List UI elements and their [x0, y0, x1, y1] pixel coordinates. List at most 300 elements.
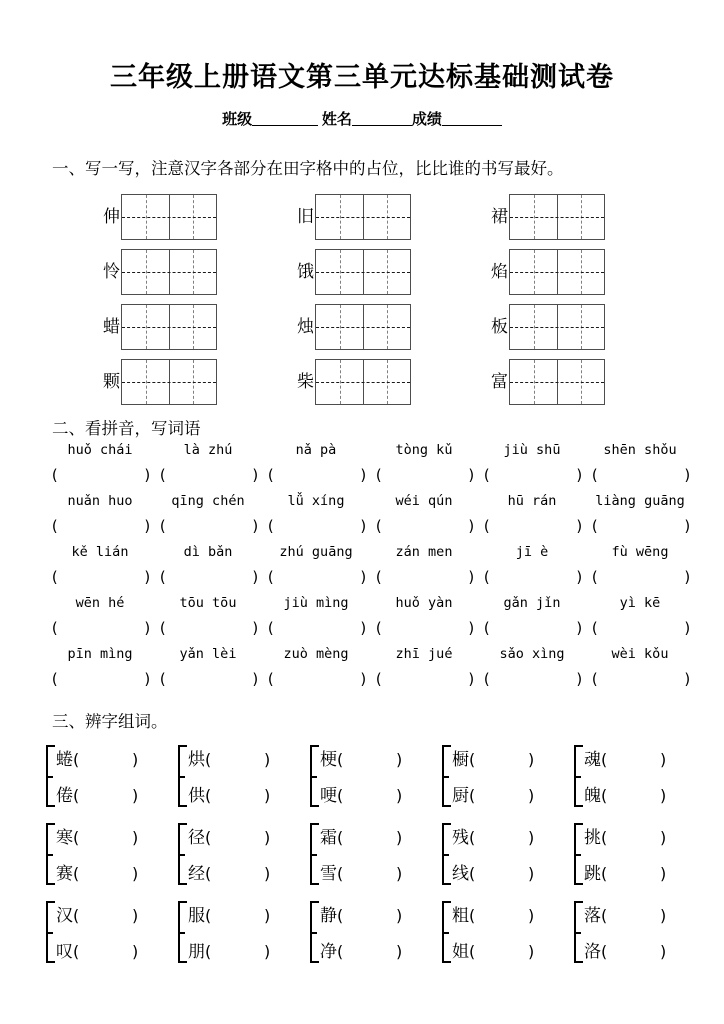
left-paren: ( [158, 568, 168, 586]
pair-bracket [442, 745, 451, 807]
name-blank[interactable] [352, 110, 412, 126]
right-paren: ) [660, 750, 667, 769]
tianzige-horizontal-guide [122, 217, 216, 218]
tianzige-box[interactable] [121, 249, 217, 295]
pinyin-label: wēn hé [75, 595, 125, 611]
pinyin-label: zhī jué [395, 646, 453, 662]
discrimination-pair-group [44, 898, 176, 970]
pinyin-label: tòng kǔ [395, 442, 453, 458]
right-paren: ) [250, 670, 260, 688]
tianzige-horizontal-guide [122, 382, 216, 383]
discrimination-character: 粗 [452, 906, 469, 925]
discrimination-row-inner [44, 820, 704, 892]
section3-discrimination-area [0, 742, 724, 976]
left-paren: ( [590, 568, 600, 586]
discrimination-item[interactable] [188, 742, 308, 778]
right-paren: ) [528, 786, 535, 805]
discrimination-pair-group [572, 820, 704, 892]
name-label: 姓名 [321, 112, 352, 128]
right-paren: ) [660, 864, 667, 883]
student-info-line [0, 108, 724, 129]
pinyin-label: wèi kǒu [611, 646, 669, 662]
left-paren: ( [50, 517, 60, 535]
left-paren: ( [337, 906, 344, 925]
left-paren: ( [205, 786, 212, 805]
left-paren: ( [482, 466, 492, 484]
tianzige-box[interactable] [509, 359, 605, 405]
class-label: 班级 [222, 112, 253, 128]
pair-bracket [310, 823, 319, 885]
right-paren: ) [264, 828, 271, 847]
pinyin-label: liàng guāng [595, 493, 685, 509]
left-paren: ( [590, 619, 600, 637]
grid-item [290, 248, 411, 295]
tianzige-box[interactable] [121, 194, 217, 240]
discrimination-item[interactable] [56, 820, 176, 856]
right-paren: ) [132, 786, 139, 805]
pinyin-row [0, 544, 724, 595]
pinyin-label: dì bǎn [183, 544, 233, 560]
right-paren: ) [396, 786, 403, 805]
tianzige-horizontal-guide [122, 327, 216, 328]
discrimination-item[interactable] [452, 742, 572, 778]
left-paren: ( [158, 466, 168, 484]
discrimination-character: 梗 [320, 750, 337, 769]
pinyin-label: zuò mèng [283, 646, 349, 662]
grid-character-label: 焰 [491, 262, 508, 281]
left-paren: ( [205, 864, 212, 883]
right-paren: ) [660, 828, 667, 847]
grid-row [0, 358, 724, 405]
tianzige-box[interactable] [121, 359, 217, 405]
discrimination-pair-group [44, 742, 176, 814]
left-paren: ( [337, 942, 344, 961]
pinyin-label-row [46, 493, 694, 509]
discrimination-item[interactable] [320, 934, 440, 970]
tianzige-horizontal-guide [316, 217, 410, 218]
grid-item [96, 193, 217, 240]
pinyin-label: zán men [395, 544, 453, 560]
right-paren: ) [250, 568, 260, 586]
pair-bracket [574, 823, 583, 885]
pinyin-label: shēn shǒu [603, 442, 677, 458]
right-paren: ) [396, 864, 403, 883]
discrimination-character: 雪 [320, 864, 337, 883]
right-paren: ) [574, 670, 584, 688]
right-paren: ) [528, 906, 535, 925]
pinyin-label: sǎo xìng [499, 646, 565, 662]
right-paren: ) [142, 670, 152, 688]
pair-bracket [46, 745, 55, 807]
left-paren: ( [73, 786, 80, 805]
right-paren: ) [660, 906, 667, 925]
section1-grid-area [0, 193, 724, 408]
discrimination-character: 倦 [56, 786, 73, 805]
grid-item [484, 303, 605, 350]
grid-row [0, 193, 724, 240]
right-paren: ) [466, 619, 476, 637]
discrimination-row-inner [44, 742, 704, 814]
section3-heading: 三、辨字组词。 [52, 712, 168, 731]
right-paren: ) [250, 517, 260, 535]
discrimination-pair-group [440, 742, 572, 814]
pair-bracket [178, 823, 187, 885]
right-paren: ) [142, 517, 152, 535]
left-paren: ( [266, 619, 276, 637]
discrimination-item[interactable] [584, 934, 704, 970]
tianzige-horizontal-guide [316, 272, 410, 273]
pair-bracket [46, 901, 55, 963]
right-paren: ) [132, 906, 139, 925]
right-paren: ) [574, 517, 584, 535]
grid-character-label: 板 [491, 317, 508, 336]
discrimination-character: 朋 [188, 942, 205, 961]
discrimination-character: 经 [188, 864, 205, 883]
discrimination-item[interactable] [320, 742, 440, 778]
left-paren: ( [590, 517, 600, 535]
left-paren: ( [337, 750, 344, 769]
left-paren: ( [266, 517, 276, 535]
left-paren: ( [601, 942, 608, 961]
pinyin-label: tōu tōu [179, 595, 237, 611]
pair-bracket [442, 823, 451, 885]
discrimination-item[interactable] [584, 856, 704, 892]
tianzige-box[interactable] [315, 359, 411, 405]
left-paren: ( [601, 906, 608, 925]
tianzige-box[interactable] [315, 304, 411, 350]
grid-item [290, 303, 411, 350]
section2-pinyin-area [0, 442, 724, 697]
right-paren: ) [682, 568, 692, 586]
discrimination-character: 挑 [584, 828, 601, 847]
discrimination-row [0, 820, 724, 898]
left-paren: ( [374, 619, 384, 637]
right-paren: ) [264, 906, 271, 925]
left-paren: ( [374, 466, 384, 484]
discrimination-item[interactable] [452, 856, 572, 892]
section1-heading: 一、写一写，注意汉字各部分在田字格中的占位，比比谁的书写最好。 [52, 159, 564, 178]
pair-bracket [574, 745, 583, 807]
left-paren: ( [337, 864, 344, 883]
right-paren: ) [466, 517, 476, 535]
score-blank[interactable] [442, 110, 502, 126]
discrimination-item[interactable] [188, 820, 308, 856]
discrimination-item[interactable] [56, 778, 176, 814]
pinyin-label: là zhú [183, 442, 233, 458]
tianzige-box[interactable] [509, 249, 605, 295]
discrimination-item[interactable] [452, 820, 572, 856]
left-paren: ( [205, 750, 212, 769]
discrimination-item[interactable] [320, 778, 440, 814]
pair-bracket [442, 901, 451, 963]
left-paren: ( [337, 828, 344, 847]
right-paren: ) [250, 619, 260, 637]
left-paren: ( [73, 906, 80, 925]
left-paren: ( [374, 670, 384, 688]
discrimination-pair-group [176, 898, 308, 970]
discrimination-item[interactable] [320, 820, 440, 856]
grid-character-label: 裙 [491, 207, 508, 226]
pinyin-label: jī è [515, 544, 549, 560]
left-paren: ( [601, 828, 608, 847]
left-paren: ( [469, 828, 476, 847]
right-paren: ) [142, 466, 152, 484]
discrimination-pair-group [440, 898, 572, 970]
left-paren: ( [50, 568, 60, 586]
right-paren: ) [466, 466, 476, 484]
pinyin-label: nǎ pà [295, 442, 337, 458]
right-paren: ) [358, 568, 368, 586]
score-label: 成绩 [411, 112, 442, 128]
discrimination-character: 供 [188, 786, 205, 805]
discrimination-item[interactable] [188, 778, 308, 814]
pinyin-label-row [46, 544, 694, 560]
discrimination-character: 魄 [584, 786, 601, 805]
left-paren: ( [50, 619, 60, 637]
left-paren: ( [73, 828, 80, 847]
discrimination-character: 洛 [584, 942, 601, 961]
discrimination-character: 残 [452, 828, 469, 847]
right-paren: ) [682, 670, 692, 688]
discrimination-character: 服 [188, 906, 205, 925]
left-paren: ( [337, 786, 344, 805]
left-paren: ( [73, 942, 80, 961]
right-paren: ) [528, 942, 535, 961]
right-paren: ) [250, 466, 260, 484]
right-paren: ) [396, 828, 403, 847]
tianzige-horizontal-guide [122, 272, 216, 273]
right-paren: ) [264, 786, 271, 805]
discrimination-character: 厨 [452, 786, 469, 805]
tianzige-box[interactable] [315, 249, 411, 295]
left-paren: ( [601, 786, 608, 805]
tianzige-box[interactable] [121, 304, 217, 350]
left-paren: ( [266, 670, 276, 688]
discrimination-item[interactable] [56, 856, 176, 892]
discrimination-character: 蜷 [56, 750, 73, 769]
left-paren: ( [469, 942, 476, 961]
right-paren: ) [528, 750, 535, 769]
left-paren: ( [50, 466, 60, 484]
discrimination-item[interactable] [584, 820, 704, 856]
left-paren: ( [601, 750, 608, 769]
tianzige-horizontal-guide [510, 217, 604, 218]
page-title: 三年级上册语文第三单元达标基础测试卷 [110, 62, 614, 92]
discrimination-item[interactable] [452, 898, 572, 934]
grid-item [484, 358, 605, 405]
class-blank[interactable] [252, 110, 318, 126]
left-paren: ( [482, 670, 492, 688]
pinyin-label: yǎn lèi [179, 646, 237, 662]
pinyin-label: jiù mìng [283, 595, 349, 611]
tianzige-box[interactable] [509, 304, 605, 350]
left-paren: ( [590, 670, 600, 688]
pinyin-label: nuǎn huo [67, 493, 133, 509]
tianzige-horizontal-guide [510, 382, 604, 383]
discrimination-item[interactable] [188, 856, 308, 892]
left-paren: ( [158, 670, 168, 688]
left-paren: ( [469, 906, 476, 925]
pinyin-label: zhú guāng [279, 544, 353, 560]
left-paren: ( [590, 466, 600, 484]
discrimination-character: 径 [188, 828, 205, 847]
discrimination-pair-group [572, 898, 704, 970]
right-paren: ) [396, 906, 403, 925]
left-paren: ( [482, 568, 492, 586]
left-paren: ( [601, 864, 608, 883]
left-paren: ( [266, 466, 276, 484]
pinyin-label-row [46, 646, 694, 662]
pinyin-label: pīn mìng [67, 646, 133, 662]
grid-item [96, 248, 217, 295]
grid-item [484, 193, 605, 240]
discrimination-pair-group [308, 742, 440, 814]
discrimination-item[interactable] [320, 856, 440, 892]
discrimination-pair-group [176, 820, 308, 892]
right-paren: ) [132, 864, 139, 883]
discrimination-character: 线 [452, 864, 469, 883]
pinyin-label: gǎn jǐn [503, 595, 561, 611]
discrimination-character: 霜 [320, 828, 337, 847]
grid-row [0, 303, 724, 350]
pinyin-label: wéi qún [395, 493, 453, 509]
pinyin-row [0, 595, 724, 646]
discrimination-character: 跳 [584, 864, 601, 883]
left-paren: ( [205, 828, 212, 847]
right-paren: ) [574, 619, 584, 637]
grid-item [96, 303, 217, 350]
grid-item [290, 193, 411, 240]
discrimination-pair-group [308, 898, 440, 970]
discrimination-character: 烘 [188, 750, 205, 769]
right-paren: ) [660, 942, 667, 961]
discrimination-item[interactable] [584, 898, 704, 934]
tianzige-horizontal-guide [510, 327, 604, 328]
pair-bracket [46, 823, 55, 885]
discrimination-row [0, 898, 724, 976]
pinyin-label: fù wēng [611, 544, 669, 560]
grid-character-label: 旧 [297, 207, 314, 226]
discrimination-item[interactable] [452, 778, 572, 814]
pair-bracket [310, 745, 319, 807]
right-paren: ) [574, 466, 584, 484]
pinyin-label: jiù shū [503, 442, 561, 458]
discrimination-character: 净 [320, 942, 337, 961]
right-paren: ) [264, 750, 271, 769]
left-paren: ( [205, 942, 212, 961]
right-paren: ) [358, 619, 368, 637]
pair-bracket [178, 745, 187, 807]
discrimination-item[interactable] [188, 934, 308, 970]
discrimination-character: 静 [320, 906, 337, 925]
pinyin-label: huǒ chái [67, 442, 133, 458]
grid-character-label: 饿 [297, 262, 314, 281]
discrimination-item[interactable] [188, 898, 308, 934]
discrimination-row-inner [44, 898, 704, 970]
discrimination-pair-group [176, 742, 308, 814]
right-paren: ) [358, 466, 368, 484]
right-paren: ) [264, 942, 271, 961]
right-paren: ) [132, 828, 139, 847]
discrimination-item[interactable] [584, 742, 704, 778]
discrimination-character: 叹 [56, 942, 73, 961]
discrimination-character: 姐 [452, 942, 469, 961]
discrimination-character: 魂 [584, 750, 601, 769]
right-paren: ) [358, 517, 368, 535]
grid-item [290, 358, 411, 405]
left-paren: ( [158, 619, 168, 637]
left-paren: ( [266, 568, 276, 586]
left-paren: ( [482, 517, 492, 535]
pinyin-label: qīng chén [171, 493, 245, 509]
discrimination-item[interactable] [320, 898, 440, 934]
left-paren: ( [205, 906, 212, 925]
discrimination-pair-group [308, 820, 440, 892]
discrimination-item[interactable] [56, 898, 176, 934]
discrimination-pair-group [440, 820, 572, 892]
pinyin-row [0, 493, 724, 544]
discrimination-item[interactable] [584, 778, 704, 814]
right-paren: ) [574, 568, 584, 586]
discrimination-character: 橱 [452, 750, 469, 769]
discrimination-character: 汉 [56, 906, 73, 925]
discrimination-character: 哽 [320, 786, 337, 805]
grid-item [96, 358, 217, 405]
discrimination-character: 寒 [56, 828, 73, 847]
pinyin-label: lǚ xíng [287, 493, 345, 509]
discrimination-item[interactable] [56, 934, 176, 970]
right-paren: ) [682, 619, 692, 637]
tianzige-box[interactable] [315, 194, 411, 240]
discrimination-item[interactable] [56, 742, 176, 778]
right-paren: ) [396, 750, 403, 769]
right-paren: ) [396, 942, 403, 961]
grid-item [484, 248, 605, 295]
right-paren: ) [466, 670, 476, 688]
right-paren: ) [358, 670, 368, 688]
left-paren: ( [374, 568, 384, 586]
left-paren: ( [374, 517, 384, 535]
right-paren: ) [682, 466, 692, 484]
pair-bracket [178, 901, 187, 963]
discrimination-pair-group [44, 820, 176, 892]
tianzige-box[interactable] [509, 194, 605, 240]
pinyin-label-row [46, 442, 694, 458]
pinyin-row [0, 442, 724, 493]
left-paren: ( [73, 750, 80, 769]
grid-character-label: 颗 [103, 372, 120, 391]
tianzige-horizontal-guide [510, 272, 604, 273]
grid-character-label: 柴 [297, 372, 314, 391]
right-paren: ) [682, 517, 692, 535]
pinyin-label: kě lián [71, 544, 129, 560]
right-paren: ) [142, 619, 152, 637]
pinyin-label: yì kē [619, 595, 661, 611]
right-paren: ) [528, 864, 535, 883]
right-paren: ) [528, 828, 535, 847]
discrimination-pair-group [572, 742, 704, 814]
right-paren: ) [132, 750, 139, 769]
section2-heading: 二、看拼音，写词语 [52, 419, 201, 438]
grid-character-label: 怜 [103, 262, 120, 281]
pinyin-label: hū rán [507, 493, 557, 509]
grid-character-label: 富 [491, 372, 508, 391]
pair-bracket [574, 901, 583, 963]
discrimination-character: 落 [584, 906, 601, 925]
left-paren: ( [482, 619, 492, 637]
discrimination-item[interactable] [452, 934, 572, 970]
right-paren: ) [142, 568, 152, 586]
